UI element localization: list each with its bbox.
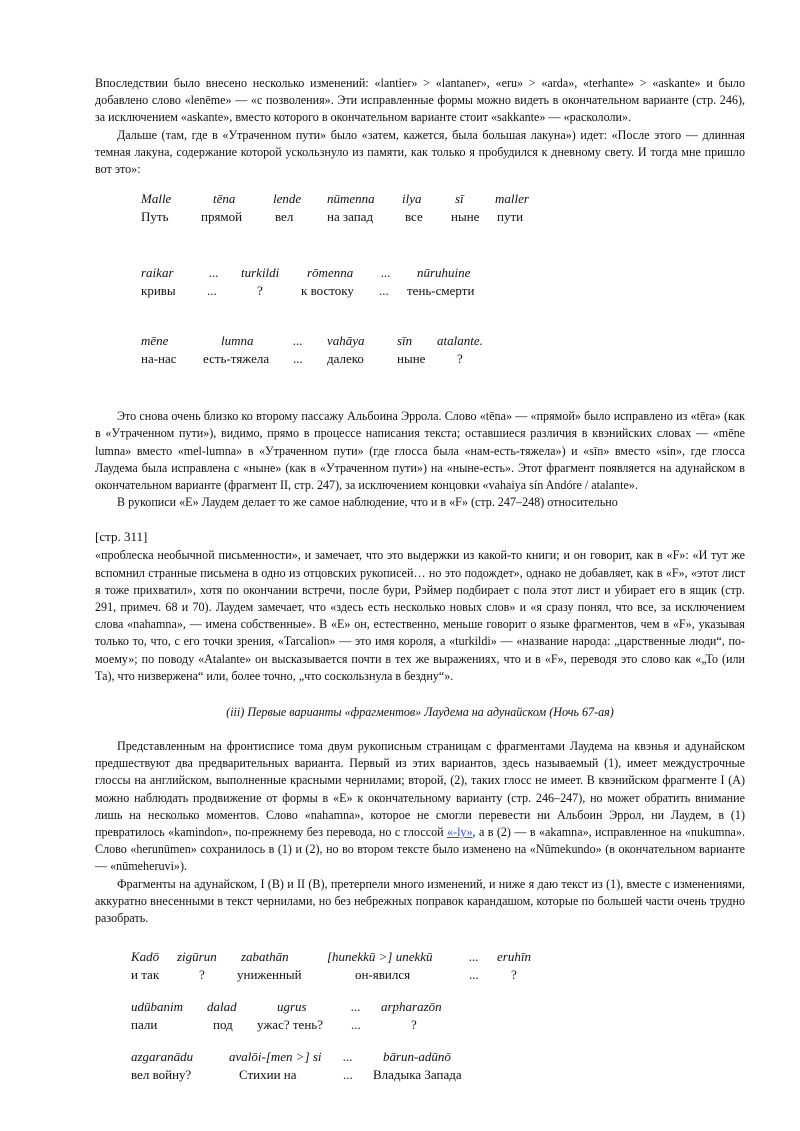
gloss-translation: тень-смерти — [407, 283, 475, 299]
gloss-word: eruhīn — [497, 949, 531, 965]
gloss-word: ... — [343, 1049, 353, 1065]
gloss-translation: есть-тяжела — [203, 351, 270, 367]
section-heading: (iii) Первые варианты «фрагментов» Лаудема на адунайском (Ночь 67-ая) — [226, 705, 614, 720]
gloss-word: Kadō — [131, 949, 160, 965]
gloss-translation: ужас? тень? — [257, 1017, 323, 1033]
page-marker: [стр. 311] — [95, 529, 148, 545]
gloss-translation: на-нас — [141, 351, 177, 367]
gloss-word: sī — [455, 191, 464, 207]
paragraph-unusual-script: «проблеска необычной письменности», и замечает, что это выдержки из какой-то книги; и он говорит, как в «F»: «И тут же вспомнил странные письмена в одно из отцовских рукописей… но это подождет», однако не добавляет, как в «F», «этот лист я тоже прихватил», хотя по окончании встречи, после бури, Рэймер подбирает с пола этот лист и убирает его в ящик (стр. 291, примеч. 68 и 70). Лаудем замечает, что «здесь есть несколько новых слов» и «я сразу понял, что все, за исключением слова «nahamna», — имена собственные». В «E» он, естественно, меньше говорит о языке фрагментов, чем в «F», указывая только то, что, с его точки зрения, «Tarcalion» — это имя короля, а «turkildi» — «название народа: „царственные люди“, по-моему»; по поводу «Atalante» он высказывается почти в тех же выражениях, что и в «F», переводя это слово как «„То (или Та), что низвержена“ или, более точно, „что соскользнула в бездну“». — [95, 548, 745, 683]
gloss-word: sīn — [397, 333, 413, 349]
gloss-word: nūmenna — [327, 191, 375, 207]
gloss-word: zabathān — [241, 949, 289, 965]
adunaic-gloss-block — [95, 927, 745, 1087]
paragraph-frontispiece — [95, 738, 745, 876]
quenya-gloss-block — [95, 178, 745, 408]
gloss-translation: ? — [511, 967, 517, 983]
gloss-word: azgaranādu — [131, 1049, 194, 1065]
gloss-word: zigūrun — [177, 949, 217, 965]
gloss-translation: ... — [379, 283, 389, 299]
gloss-translation: вел — [275, 209, 294, 225]
gloss-translation: ? — [199, 967, 205, 983]
gloss-translation: ? — [257, 283, 263, 299]
gloss-link[interactable]: «-ly» — [447, 825, 473, 840]
gloss-word: ... — [469, 949, 479, 965]
gloss-word: avalōi-[men >] si — [229, 1049, 322, 1065]
paragraph-changes: Впоследствии было внесено несколько изменений: «lantier» > «lantaner», «eru» > «arda», «terhante» > «askante» и было добавлено слово «lenēme» — «с позволения». Эти исправленные формы можно видеть в окончательном варианте (стр. 246), за исключением «askante», вместо которого в окончательном варианте стоит «sakkante» — «раскололи». — [95, 76, 745, 125]
paragraph-comparison: Это снова очень близко ко второму пассажу Альбоина Эррола. Слово «tēna» — «прямой» было исправлено из «tēra» (как в «Утраченном пути»), видимо, прямо в процессе написания текста; оставшиеся различия в квэнийских словах — «mēne lumna» вместо «mel-lumna» в «Утраченном пути» (где глосса была «нам-есть-тяжела») и «sīn» вместо «sin», где глосса Лаудема была исправлена с «ныне» (как в «Утраченном пути») на «ныне-есть». Этот фрагмент появляется на адунайском в окончательном варианте (фрагмент II, стр. 247), за исключением концовки «vahaiya sín Andóre / atalante». — [95, 409, 745, 493]
gloss-translation: все — [405, 209, 423, 225]
gloss-word: arpharazōn — [381, 999, 442, 1015]
gloss-translation: пали — [131, 1017, 158, 1033]
gloss-word: nūruhuine — [417, 265, 471, 281]
gloss-translation: ... — [207, 283, 217, 299]
gloss-word: lende — [273, 191, 302, 207]
gloss-word: [hunekkū >] unekkū — [327, 949, 433, 965]
gloss-word: ... — [381, 265, 391, 281]
gloss-translation: ... — [293, 351, 303, 367]
gloss-word: Malle — [141, 191, 172, 207]
gloss-translation: кривы — [141, 283, 176, 299]
gloss-word: ... — [293, 333, 303, 349]
gloss-word: tēna — [213, 191, 236, 207]
gloss-word: lumna — [221, 333, 254, 349]
gloss-translation: пути — [497, 209, 524, 225]
gloss-translation: ныне — [451, 209, 480, 225]
gloss-word: ilya — [402, 191, 422, 207]
document-page — [95, 75, 745, 1087]
gloss-word: maller — [495, 191, 529, 207]
gloss-word: mēne — [141, 333, 169, 349]
gloss-translation: Путь — [141, 209, 169, 225]
paragraph-text: Представленным на фронтисписе тома двум рукописным страницам с фрагментами Лаудема на квэнья и адунайском предшествуют два предварительных варианта. Первый из этих вариантов, здесь называемый (1), имеет междустрочные глоссы на английском, выполненные красными чернилами; второй, (2), таких глосс не имеет. В квэнийском фрагменте I (A) можно наблюдать продвижение от формы в «E» к окончательному варианту (стр. 246–247), но может обратить внимание лишь на несколько моментов. Слово «nahamna», которое не смогли перевести ни Альбоин Эррол, ни Лаудем, в (1) превратилось «kamindon», по-прежнему без перевода, но с глоссой — [95, 739, 745, 840]
gloss-translation: прямой — [201, 209, 243, 225]
gloss-word: atalante. — [437, 333, 483, 349]
gloss-translation: на запад — [327, 209, 374, 225]
gloss-word: dalad — [207, 999, 237, 1015]
gloss-translation: ? — [411, 1017, 417, 1033]
gloss-translation: он-явился — [355, 967, 411, 983]
gloss-translation: к востоку — [301, 283, 354, 299]
gloss-translation: вел войну? — [131, 1067, 192, 1083]
gloss-translation: под — [213, 1017, 233, 1033]
gloss-translation: Владыка Запада — [373, 1067, 462, 1083]
gloss-word: raikar — [141, 265, 174, 281]
paragraph-lacuna: Дальше (там, где в «Утраченном пути» было «затем, кажется, была большая лакуна») идет: «После этого — длинная темная лакуна, содержание которой ускользнуло из памяти, как только я пробудился к дневному свету. И тогда мне пришло вот это»: — [95, 127, 745, 177]
gloss-translation: ? — [457, 351, 463, 367]
paragraph-text: , а в (2) — в «akamna», исправленное на «nukumna». Слово «herunūmen» сохранилось в (1) и (2), но во втором тексте было изменено на «Nūmekundo» (в окончательном варианте — «nūmeheruvi»). — [95, 825, 745, 874]
gloss-translation: униженный — [237, 967, 302, 983]
gloss-word: turkildi — [241, 265, 280, 281]
gloss-translation: ... — [351, 1017, 361, 1033]
gloss-translation: ... — [343, 1067, 353, 1083]
gloss-word: vahāya — [327, 333, 365, 349]
gloss-translation: ныне — [397, 351, 426, 367]
gloss-word: ugrus — [277, 999, 307, 1015]
gloss-word: rōmenna — [307, 265, 354, 281]
gloss-translation: Стихии на — [239, 1067, 297, 1083]
gloss-word: ... — [209, 265, 219, 281]
gloss-translation: и так — [131, 967, 160, 983]
gloss-word: bārun-adūnō — [383, 1049, 451, 1065]
gloss-word: ... — [351, 999, 361, 1015]
gloss-translation: далеко — [327, 351, 364, 367]
gloss-translation: ... — [469, 967, 479, 983]
paragraph-manuscript-e: В рукописи «E» Лаудем делает то же самое наблюдение, что и в «F» (стр. 247–248) относительно — [117, 495, 618, 510]
gloss-word: udūbanim — [131, 999, 183, 1015]
paragraph-adunaic-fragments: Фрагменты на адунайском, I (B) и II (B), претерпели много изменений, и ниже я даю текст из (1), вместе с изменениями, аккуратно внесенными в текст чернилами, но без небрежных поправок карандашом, которые по большей части очень трудно разобрать. — [95, 876, 745, 926]
